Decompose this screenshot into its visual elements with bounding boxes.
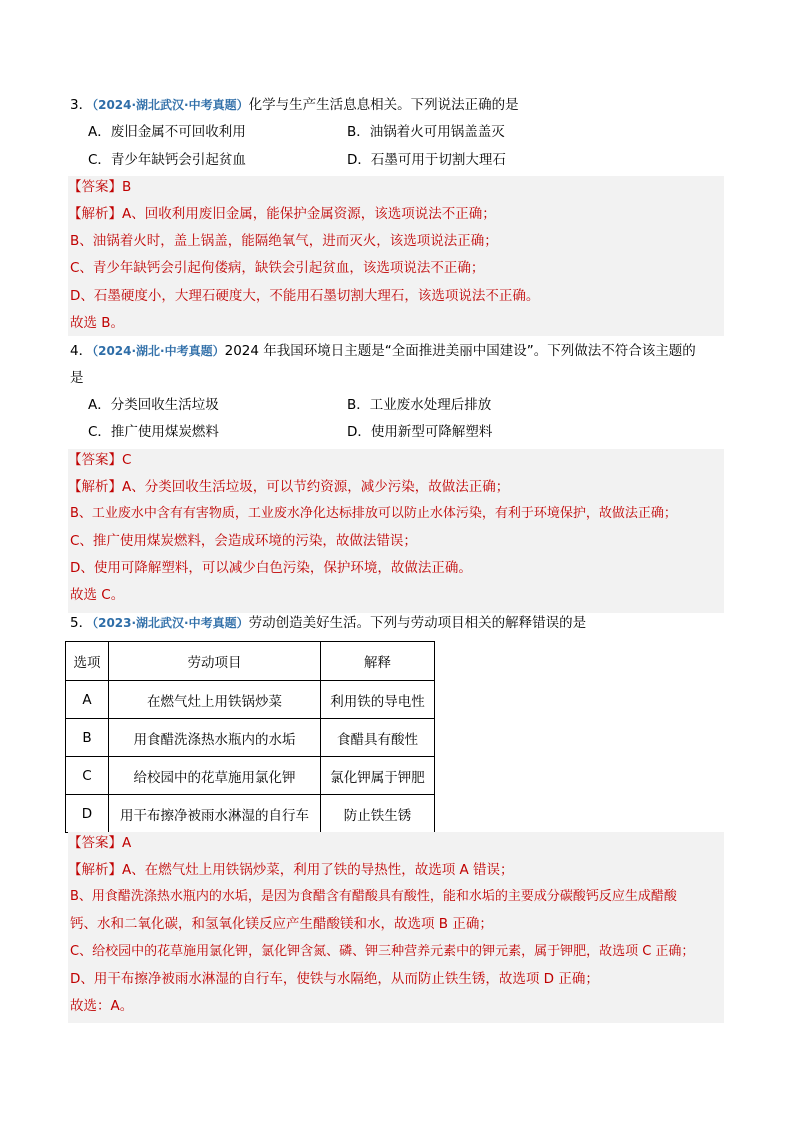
table-cell: C — [66, 757, 109, 795]
q4-option-c: C．推广使用煤炭燃料 — [88, 424, 219, 440]
q4-stem — [70, 341, 696, 361]
table-row — [66, 795, 435, 833]
q4-stem-line-2: 是 — [70, 370, 84, 386]
q4-analysis-line-4: D、使用可降解塑料，可以减少白色污染，保护环境，故做法正确。 — [70, 560, 472, 576]
q3-option-d: D．石墨可用于切割大理石 — [347, 152, 506, 168]
table-cell: 食醋具有酸性 — [321, 719, 435, 757]
q3-analysis-line-5: 故选 B。 — [70, 315, 125, 331]
q4-source: （2024·湖北·中考真题） — [92, 344, 225, 358]
q3-source: （2024·湖北武汉·中考真题） — [92, 98, 249, 112]
table-cell: 用干布擦净被雨水淋湿的自行车 — [109, 795, 321, 833]
q4-analysis-line-1: 【解析】A、分类回收生活垃圾，可以节约资源，减少污染，故做法正确； — [68, 479, 510, 495]
table-cell: 用食醋洗涤热水瓶内的水垢 — [109, 719, 321, 757]
q5-analysis-line-1: 【解析】A、在燃气灶上用铁锅炒菜，利用了铁的导热性，故选项 A 错误； — [68, 862, 514, 878]
table-header-cell: 解释 — [321, 642, 435, 681]
q4-option-a: A．分类回收生活垃圾 — [88, 397, 219, 413]
q3-number: 3． — [70, 97, 93, 113]
table-row — [66, 757, 435, 795]
q5-source: （2023·湖北武汉·中考真题） — [92, 616, 249, 630]
q5-analysis-line-5: D、用干布擦净被雨水淋湿的自行车，使铁与水隔绝，从而防止铁生锈，故选项 D 正确； — [70, 971, 599, 987]
q3-stem-text: 化学与生产生活息息相关。下列说法正确的是 — [248, 97, 519, 113]
q4-analysis-line-3: C、推广使用煤炭燃料，会造成环境的污染，故做法错误； — [70, 533, 417, 549]
table-cell: A — [66, 681, 109, 719]
q3-answer: 【答案】B — [68, 179, 132, 195]
q5-table — [65, 641, 435, 833]
q3-option-a: A．废旧金属不可回收利用 — [88, 124, 246, 140]
q3-analysis-line-4: D、石墨硬度小，大理石硬度大，不能用石墨切割大理石，该选项说法不正确。 — [70, 288, 540, 304]
q4-analysis-line-2: B、工业废水中含有有害物质，工业废水净化达标排放可以防止水体污染，有利于环境保护，故做法正确； — [70, 506, 677, 521]
q3-stem — [70, 95, 519, 115]
table-cell: B — [66, 719, 109, 757]
table-cell: 在燃气灶上用铁锅炒菜 — [109, 681, 321, 719]
table-cell: 利用铁的导电性 — [321, 681, 435, 719]
q3-answer-value: B — [122, 179, 132, 195]
q3-analysis-line-3: C、青少年缺钙会引起佝偻病，缺铁会引起贫血，该选项说法不正确； — [70, 260, 485, 276]
q5-analysis-line-4: C、给校园中的花草施用氯化钾，氯化钾含氮、磷、钾三种营养元素中的钾元素，属于钾肥，故选项 C 正确； — [70, 944, 695, 959]
q4-option-d: D．使用新型可降解塑料 — [347, 424, 493, 440]
q3-option-b: B．油锅着火可用锅盖盖灭 — [347, 124, 505, 140]
q4-analysis-line-5: 故选 C。 — [70, 587, 125, 603]
table-header-row — [66, 642, 435, 681]
q5-answer-value: A — [122, 835, 132, 851]
table-cell: 给校园中的花草施用氯化钾 — [109, 757, 321, 795]
q4-answer-value: C — [122, 452, 132, 468]
q5-analysis-line-6: 故选：A。 — [70, 998, 134, 1014]
q5-stem-text: 劳动创造美好生活。下列与劳动项目相关的解释错误的是 — [248, 615, 587, 631]
q3-analysis-line-2: B、油锅着火时，盖上锅盖，能隔绝氧气，进而灭火，该选项说法正确； — [70, 233, 498, 249]
q4-answer: 【答案】C — [68, 452, 132, 468]
q3-option-c: C．青少年缺钙会引起贫血 — [88, 152, 246, 168]
table-header-cell: 劳动项目 — [109, 642, 321, 681]
table-cell: 氯化钾属于钾肥 — [321, 757, 435, 795]
q4-option-b: B．工业废水处理后排放 — [347, 397, 492, 413]
q4-number: 4． — [70, 343, 93, 359]
q3-answer-block — [68, 176, 724, 336]
table-cell: 防止铁生锈 — [321, 795, 435, 833]
table-cell: D — [66, 795, 109, 833]
q3-analysis-line-1: 【解析】A、回收利用废旧金属，能保护金属资源，该选项说法不正确； — [68, 206, 496, 222]
q4-stem-text: 2024 年我国环境日主题是“全面推进美丽中国建设”。下列做法不符合该主题的 — [224, 343, 696, 359]
q5-analysis-line-3: 钙、水和二氧化碳，和氢氧化镁反应产生醋酸镁和水，故选项 B 正确； — [70, 916, 493, 932]
table-row — [66, 719, 435, 757]
q5-analysis-line-2: B、用食醋洗涤热水瓶内的水垢，是因为食醋含有醋酸具有酸性，能和水垢的主要成分碳酸钙反应生成醋酸 — [70, 889, 677, 904]
table-header-cell: 选项 — [66, 642, 109, 681]
q5-answer: 【答案】A — [68, 835, 132, 851]
table-row — [66, 681, 435, 719]
q5-number: 5． — [70, 615, 93, 631]
q5-stem — [70, 613, 586, 633]
